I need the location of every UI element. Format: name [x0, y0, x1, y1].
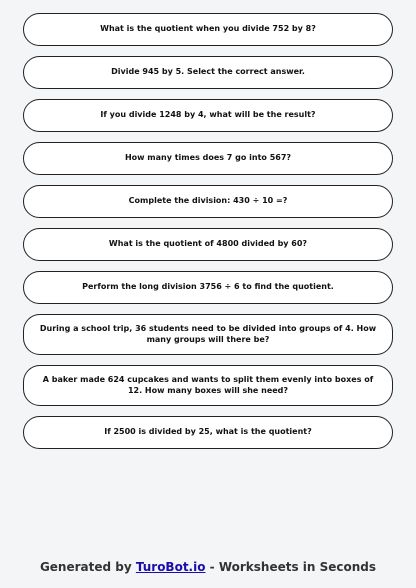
question-card-6 — [23, 228, 393, 261]
question-text: Complete the division: 430 ÷ 10 =? — [128, 196, 288, 206]
question-card-2 — [23, 56, 393, 89]
question-card-10 — [23, 416, 393, 449]
question-text: What is the quotient when you divide 752 by 8? — [100, 24, 316, 34]
footer-suffix: - Worksheets in Seconds — [205, 560, 377, 574]
question-card-1 — [23, 13, 393, 46]
question-card-8 — [23, 314, 393, 355]
question-text: A baker made 624 cupcakes and wants to split them evenly into boxes of 12. How many boxes will she need? — [42, 375, 374, 395]
question-text: If you divide 1248 by 4, what will be the result? — [100, 110, 316, 120]
question-card-4 — [23, 142, 393, 175]
turobot-link[interactable]: TuroBot.io — [135, 560, 206, 574]
question-text: Perform the long division 3756 ÷ 6 to find the quotient. — [82, 282, 334, 292]
question-card-9 — [23, 365, 393, 406]
question-text: How many times does 7 go into 567? — [124, 153, 292, 163]
question-text: If 2500 is divided by 25, what is the quotient? — [104, 427, 312, 437]
question-text: What is the quotient of 4800 divided by 60? — [108, 239, 308, 249]
question-card-3 — [23, 99, 393, 132]
question-text: Divide 945 by 5. Select the correct answer. — [111, 67, 305, 77]
footer — [0, 560, 416, 574]
question-card-7 — [23, 271, 393, 304]
footer-prefix: Generated by — [39, 560, 136, 574]
question-card-5 — [23, 185, 393, 218]
question-list — [23, 13, 393, 459]
question-text: During a school trip, 36 students need to be divided into groups of 4. How many groups will there be? — [39, 324, 377, 344]
